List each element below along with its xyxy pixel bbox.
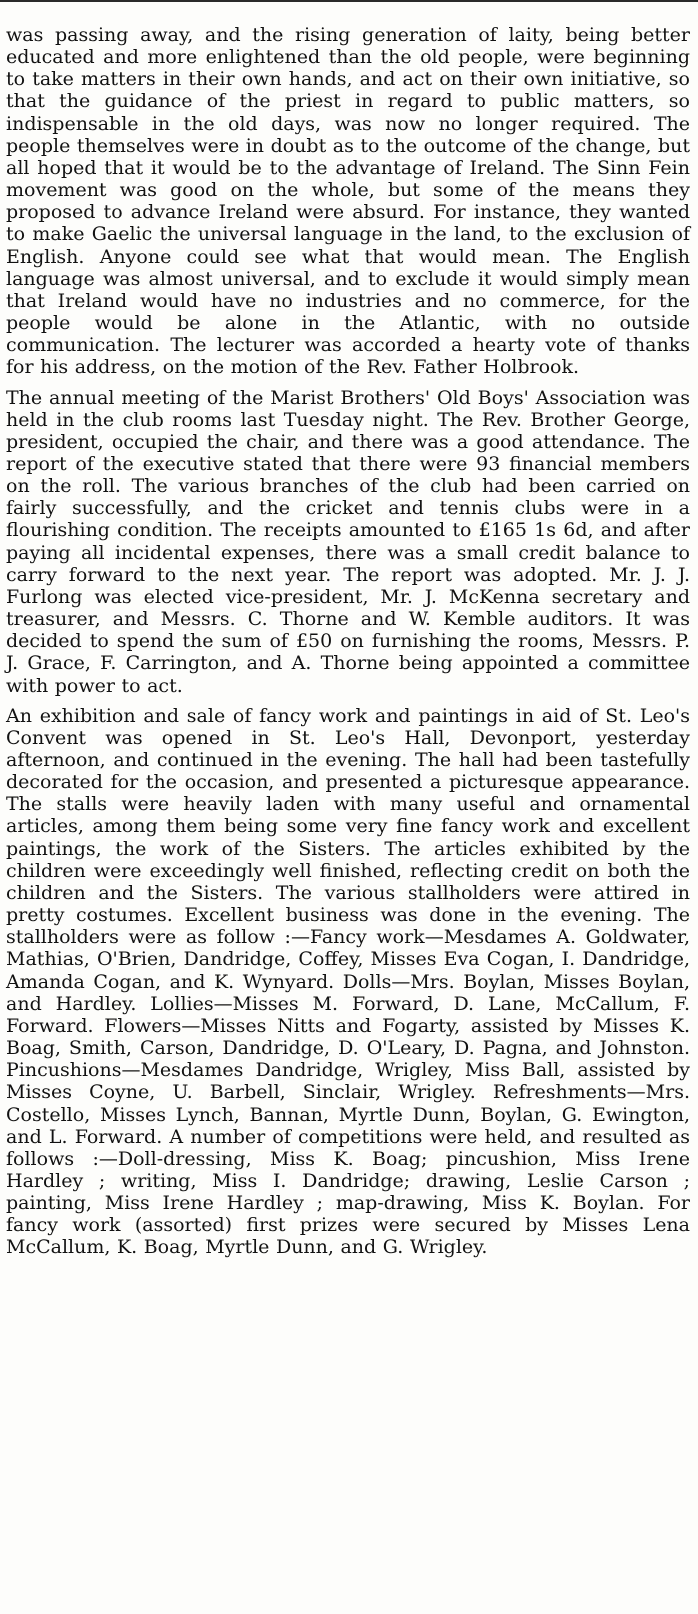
column-top-rule: [0, 0, 698, 2]
article-column: [6, 24, 690, 1259]
article-paragraph-lecture: was passing away, and the rising generation of laity, being better educated and more enlightened than the old people, were beginning to take matters in their own hands, and act on their own initiative, so that the guidance of the priest in regard to public matters, so indispensable in the old days, was now no longer required. The people themselves were in doubt as to the outcome of the change, but all hoped that it would be to the advantage of Ireland. The Sinn Fein movement was good on the whole, but some of the means they proposed to advance Ireland were absurd. For instance, they wanted to make Gaelic the universal language in the land, to the exclusion of English. Anyone could see what that would mean. The English language was almost universal, and to exclude it would simply mean that Ireland would have no industries and no commerce, for the people would be alone in the Atlantic, with no outside communication. The lecturer was accorded a hearty vote of thanks for his address, on the motion of the Rev. Father Holbrook.: [6, 24, 690, 379]
article-paragraph-marist-old-boys: The annual meeting of the Marist Brothers' Old Boys' Association was held in the club rooms last Tuesday night. The Rev. Brother George, president, occupied the chair, and there was a good attendance. The report of the executive stated that there were 93 financial members on the roll. The various branches of the club had been carried on fairly successfully, and the cricket and tennis clubs were in a flourishing condition. The receipts amounted to £165 1s 6d, and after paying all incidental expenses, there was a small credit balance to carry forward to the next year. The report was adopted. Mr. J. J. Furlong was elected vice-president, Mr. J. McKenna secretary and treasurer, and Messrs. C. Thorne and W. Kemble auditors. It was decided to spend the sum of £50 on furnishing the rooms, Messrs. P. J. Grace, F. Carrington, and A. Thorne being appointed a committee with power to act.: [6, 386, 690, 697]
article-paragraph-st-leos-exhibition: An exhibition and sale of fancy work and paintings in aid of St. Leo's Convent was opened in St. Leo's Hall, Devonport, yesterday afternoon, and continued in the evening. The hall had been tastefully decorated for the occasion, and presented a picturesque appearance. The stalls were heavily laden with many useful and ornamental articles, among them being some very fine fancy work and excellent paintings, the work of the Sisters. The articles exhibited by the children were exceedingly well finished, reflecting credit on both the children and the Sisters. The various stallholders were attired in pretty costumes. Excellent business was done in the evening. The stallholders were as follow :—Fancy work—Mesdames A. Goldwater, Mathias, O'Brien, Dandridge, Coffey, Misses Eva Cogan, I. Dandridge, Amanda Cogan, and K. Wynyard. Dolls—Mrs. Boylan, Misses Boylan, and Hardley. Lollies—Misses M. Forward, D. Lane, McCallum, F. Forward. Flowers—Misses Nitts and Fogarty, assisted by Misses K. Boag, Smith, Carson, Dandridge, D. O'Leary, D. Pagna, and Johnston. Pincushions—Mesdames Dandridge, Wrigley, Miss Ball, assisted by Misses Coyne, U. Barbell, Sinclair, Wrigley. Refreshments—Mrs. Costello, Misses Lynch, Bannan, Myrtle Dunn, Boylan, G. Ewington, and L. Forward. A number of competitions were held, and resulted as follows :—Doll-dressing, Miss K. Boag; pincushion, Miss Irene Hardley ; writing, Miss I. Dandridge; drawing, Leslie Carson ; painting, Miss Irene Hardley ; map-drawing, Miss K. Boylan. For fancy work (assorted) first prizes were secured by Misses Lena McCallum, K. Boag, Myrtle Dunn, and G. Wrigley.: [6, 704, 690, 1259]
